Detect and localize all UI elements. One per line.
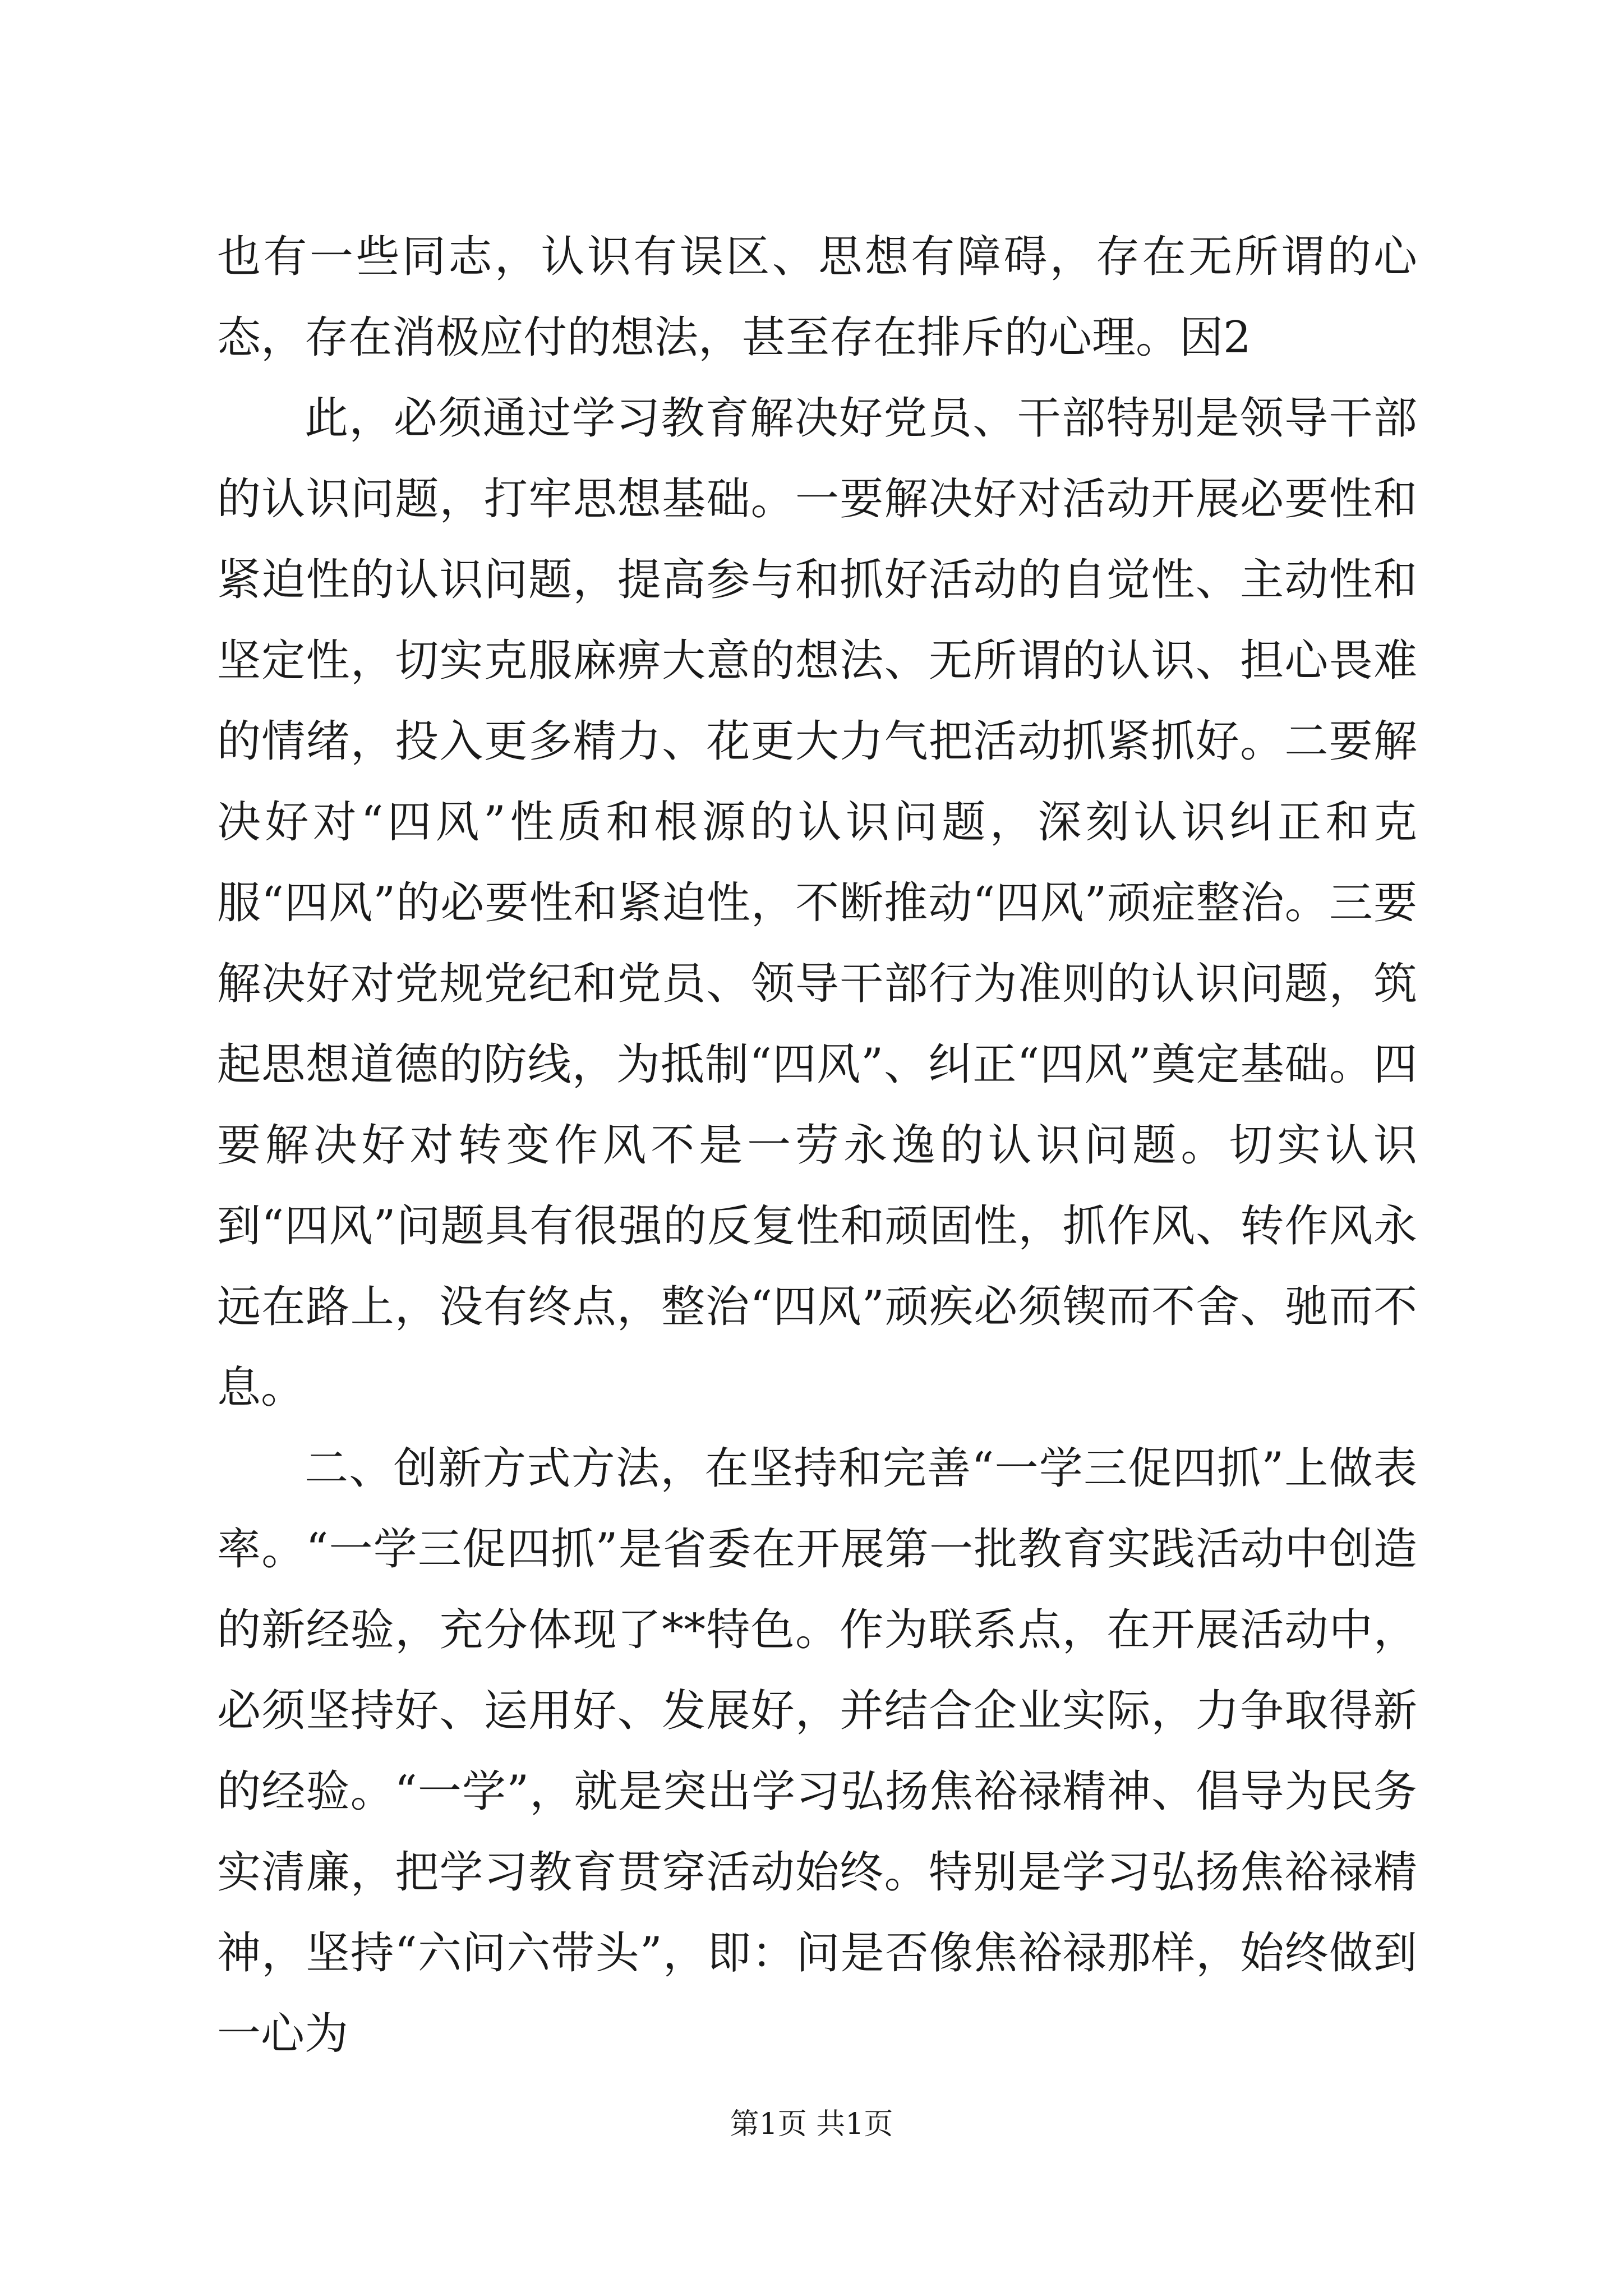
paragraph-1: 也有一些同志，认识有误区、思想有障碍，存在无所谓的心态，存在消极应付的想法，甚至存在排斥的心理。因2 — [217, 232, 1417, 363]
page-footer — [0, 2105, 1623, 2144]
page-number-label: 第1页 共1页 — [730, 2108, 893, 2141]
paragraph-2: 此，必须通过学习教育解决好党员、干部特别是领导干部的认识问题，打牢思想基础。一要解决好对活动开展必要性和紧迫性的认识问题，提高参与和抓好活动的自觉性、主动性和坚定性，切实克服麻痹大意的想法、无所谓的认识、担心畏难的情绪，投入更多精力、花更大力气把活动抓紧抓好。二要解决好对“四风”性质和根源的认识问题，深刻认识纠正和克服“四风”的必要性和紧迫性，不断推动“四风”顽症整治。三要解决好对党规党纪和党员、领导干部行为准则的认识问题，筑起思想道德的防线，为抵制“四风”、纠正“四风”奠定基础。四要解决好对转变作风不是一劳永逸的认识问题。切实认识到“四风”问题具有很强的反复性和顽固性，抓作风、转作风永远在路上，没有终点，整治“四风”顽疾必须锲而不舍、驰而不息。 — [217, 393, 1417, 1413]
document-body — [217, 217, 1417, 2074]
paragraph-3: 二、创新方式方法，在坚持和完善“一学三促四抓”上做表率。“一学三促四抓”是省委在开展第一批教育实践活动中创造的新经验，充分体现了**特色。作为联系点，在开展活动中，必须坚持好、运用好、发展好，并结合企业实际，力争取得新的经验。“一学”，就是突出学习弘扬焦裕禄精神、倡导为民务实清廉，把学习教育贯穿活动始终。特别是学习弘扬焦裕禄精神，坚持“六问六带头”，即：问是否像焦裕禄那样，始终做到一心为 — [217, 1443, 1417, 2059]
